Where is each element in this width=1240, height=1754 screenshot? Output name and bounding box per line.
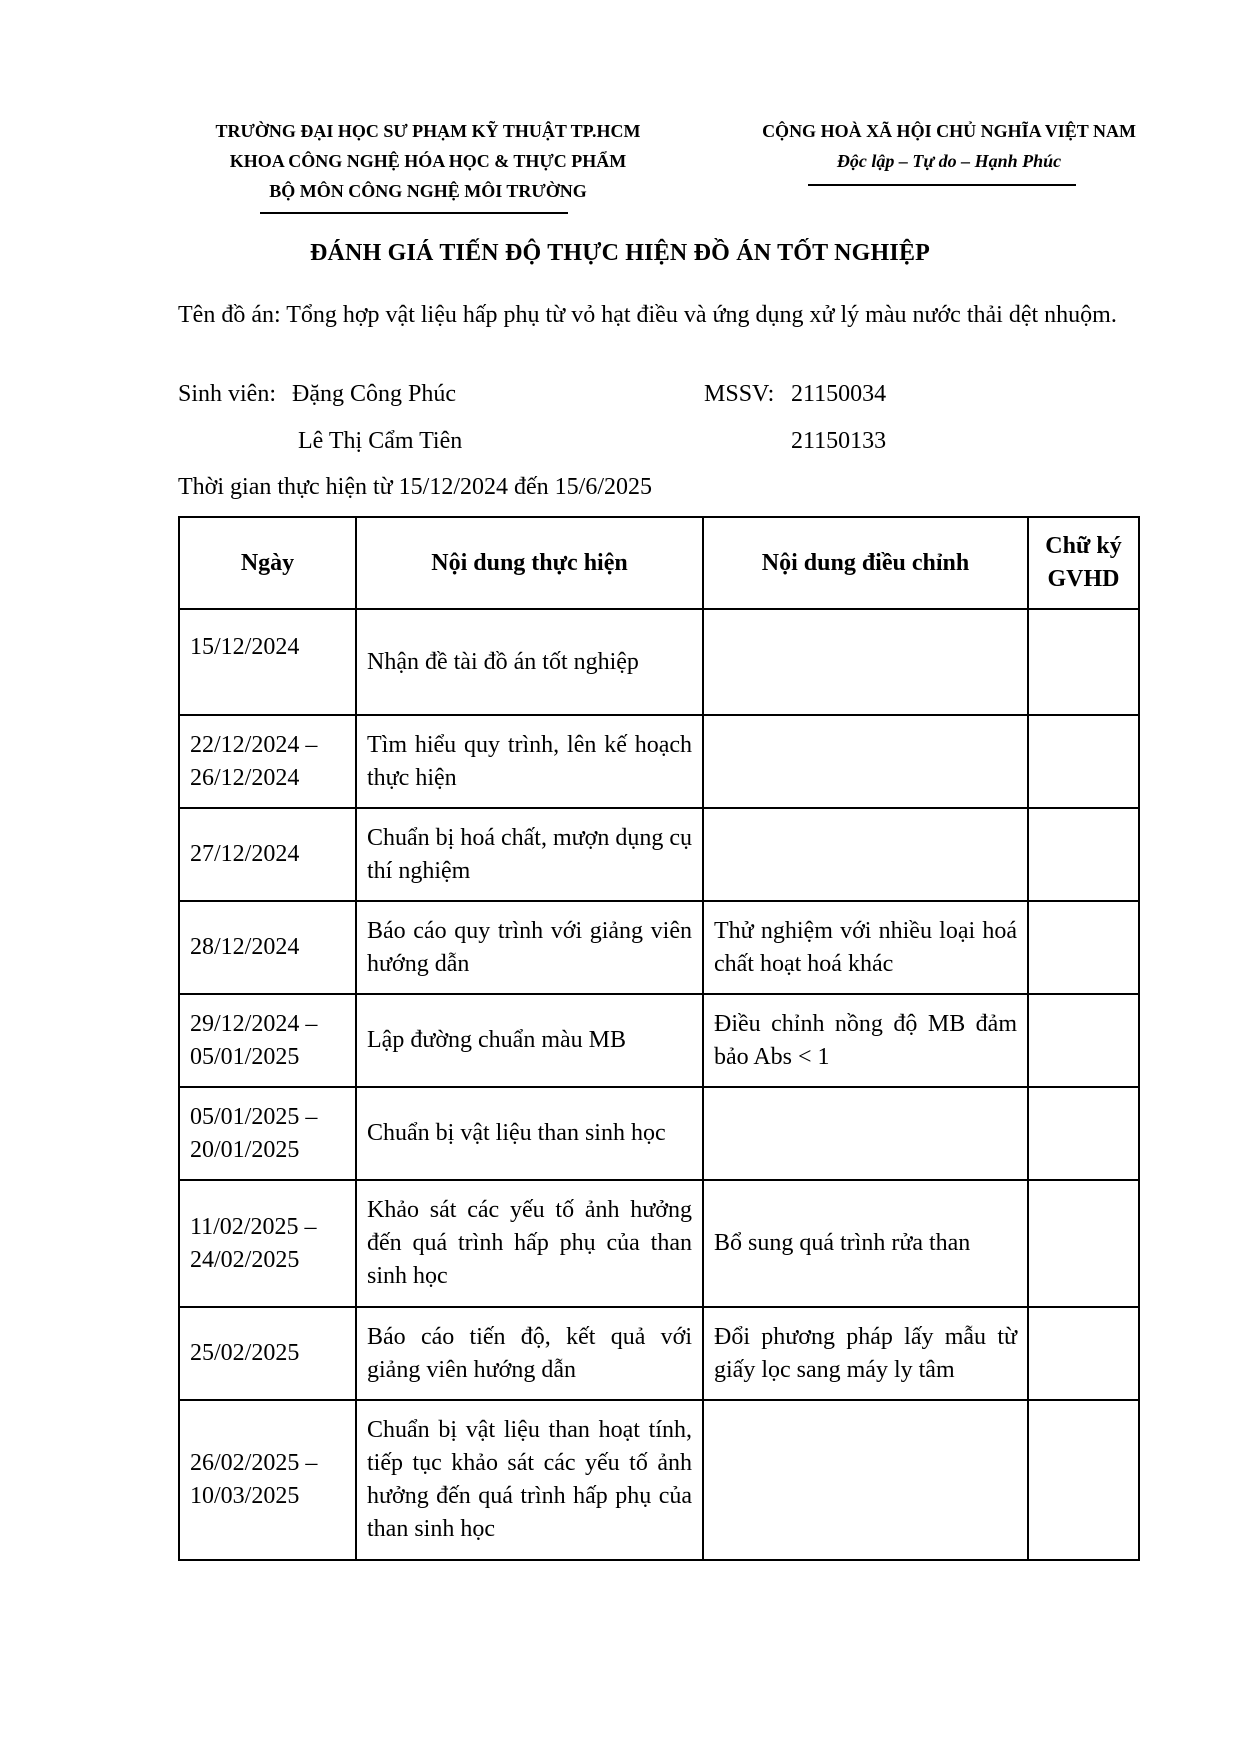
row-adjustment bbox=[703, 808, 1028, 901]
row-date: 29/12/2024 – 05/01/2025 bbox=[179, 994, 356, 1087]
table-row bbox=[179, 1087, 1139, 1180]
institution-underline bbox=[260, 212, 568, 214]
table-row bbox=[179, 1307, 1139, 1400]
table-row bbox=[179, 609, 1139, 715]
row-date: 25/02/2025 bbox=[179, 1307, 356, 1400]
row-signature bbox=[1028, 715, 1139, 808]
student-label: Sinh viên: bbox=[178, 381, 277, 407]
row-content: Báo cáo quy trình với giảng viên hướng dẫn bbox=[356, 901, 703, 994]
faculty-name: KHOA CÔNG NGHỆ HÓA HỌC & THỰC PHẨM bbox=[229, 151, 627, 171]
header-content: Nội dung thực hiện bbox=[356, 517, 703, 609]
row-content: Khảo sát các yếu tố ảnh hưởng đến quá trình hấp phụ của than sinh học bbox=[356, 1180, 703, 1307]
row-date: 27/12/2024 bbox=[179, 808, 356, 901]
project-title: Tên đồ án: Tổng hợp vật liệu hấp phụ từ vỏ hạt điều và ứng dụng xử lý màu nước thải dệt nhuộm. bbox=[178, 302, 1117, 328]
row-content: Báo cáo tiến độ, kết quả với giảng viên hướng dẫn bbox=[356, 1307, 703, 1400]
row-signature bbox=[1028, 1180, 1139, 1307]
header-date: Ngày bbox=[179, 517, 356, 609]
row-signature bbox=[1028, 1307, 1139, 1400]
row-date: 05/01/2025 – 20/01/2025 bbox=[179, 1087, 356, 1180]
row-adjustment: Thử nghiệm với nhiều loại hoá chất hoạt hoá khác bbox=[703, 901, 1028, 994]
row-adjustment bbox=[703, 609, 1028, 715]
table-header-row bbox=[179, 517, 1139, 609]
header-adjustment: Nội dung điều chỉnh bbox=[703, 517, 1028, 609]
progress-table bbox=[178, 516, 1140, 1561]
header-signature: Chữ ký GVHD bbox=[1028, 517, 1139, 609]
row-signature bbox=[1028, 994, 1139, 1087]
row-signature bbox=[1028, 1087, 1139, 1180]
row-content: Chuẩn bị vật liệu than hoạt tính, tiếp tục khảo sát các yếu tố ảnh hưởng đến quá trình hấp phụ của than sinh học bbox=[356, 1400, 703, 1560]
row-date: 26/02/2025 – 10/03/2025 bbox=[179, 1400, 356, 1560]
row-adjustment: Điều chỉnh nồng độ MB đảm bảo Abs < 1 bbox=[703, 994, 1028, 1087]
row-date: 28/12/2024 bbox=[179, 901, 356, 994]
student-name: Đặng Công Phúc bbox=[292, 381, 456, 407]
row-signature bbox=[1028, 808, 1139, 901]
department-name: BỘ MÔN CÔNG NGHỆ MÔI TRƯỜNG bbox=[269, 181, 587, 201]
row-adjustment bbox=[703, 715, 1028, 808]
row-content: Lập đường chuẩn màu MB bbox=[356, 994, 703, 1087]
row-signature bbox=[1028, 609, 1139, 715]
table-row bbox=[179, 901, 1139, 994]
table-row bbox=[179, 715, 1139, 808]
row-date: 22/12/2024 – 26/12/2024 bbox=[179, 715, 356, 808]
motto-underline bbox=[808, 184, 1076, 186]
row-date bbox=[179, 609, 356, 715]
mssv-label: MSSV: bbox=[704, 381, 775, 407]
table-row bbox=[179, 808, 1139, 901]
row-date: 11/02/2025 – 24/02/2025 bbox=[179, 1180, 356, 1307]
institution-header bbox=[178, 116, 678, 206]
student-id: 21150133 bbox=[791, 428, 887, 454]
row-adjustment bbox=[703, 1400, 1028, 1560]
work-period: Thời gian thực hiện từ 15/12/2024 đến 15/6/2025 bbox=[178, 474, 652, 500]
national-motto: Độc lập – Tự do – Hạnh Phúc bbox=[836, 151, 1062, 171]
university-name: TRƯỜNG ĐẠI HỌC SƯ PHẠM KỸ THUẬT TP.HCM bbox=[215, 121, 641, 141]
table-row bbox=[179, 994, 1139, 1087]
country-name: CỘNG HOÀ XÃ HỘI CHỦ NGHĨA VIỆT NAM bbox=[762, 121, 1136, 141]
row-date-text: 15/12/2024 bbox=[190, 633, 300, 660]
document-title: ĐÁNH GIÁ TIẾN ĐỘ THỰC HIỆN ĐỒ ÁN TỐT NGHIỆP bbox=[309, 240, 931, 266]
row-signature bbox=[1028, 901, 1139, 994]
row-content: Chuẩn bị hoá chất, mượn dụng cụ thí nghiệm bbox=[356, 808, 703, 901]
table-row bbox=[179, 1400, 1139, 1560]
row-signature bbox=[1028, 1400, 1139, 1560]
student-name: Lê Thị Cẩm Tiên bbox=[298, 428, 463, 454]
table-row bbox=[179, 1180, 1139, 1307]
row-content: Tìm hiểu quy trình, lên kế hoạch thực hiện bbox=[356, 715, 703, 808]
row-content: Chuẩn bị vật liệu than sinh học bbox=[356, 1087, 703, 1180]
row-adjustment: Bổ sung quá trình rửa than bbox=[703, 1180, 1028, 1307]
row-content: Nhận đề tài đồ án tốt nghiệp bbox=[356, 609, 703, 715]
row-adjustment bbox=[703, 1087, 1028, 1180]
national-header bbox=[718, 116, 1180, 176]
row-adjustment: Đổi phương pháp lấy mẫu từ giấy lọc sang máy ly tâm bbox=[703, 1307, 1028, 1400]
student-id: 21150034 bbox=[791, 381, 887, 407]
